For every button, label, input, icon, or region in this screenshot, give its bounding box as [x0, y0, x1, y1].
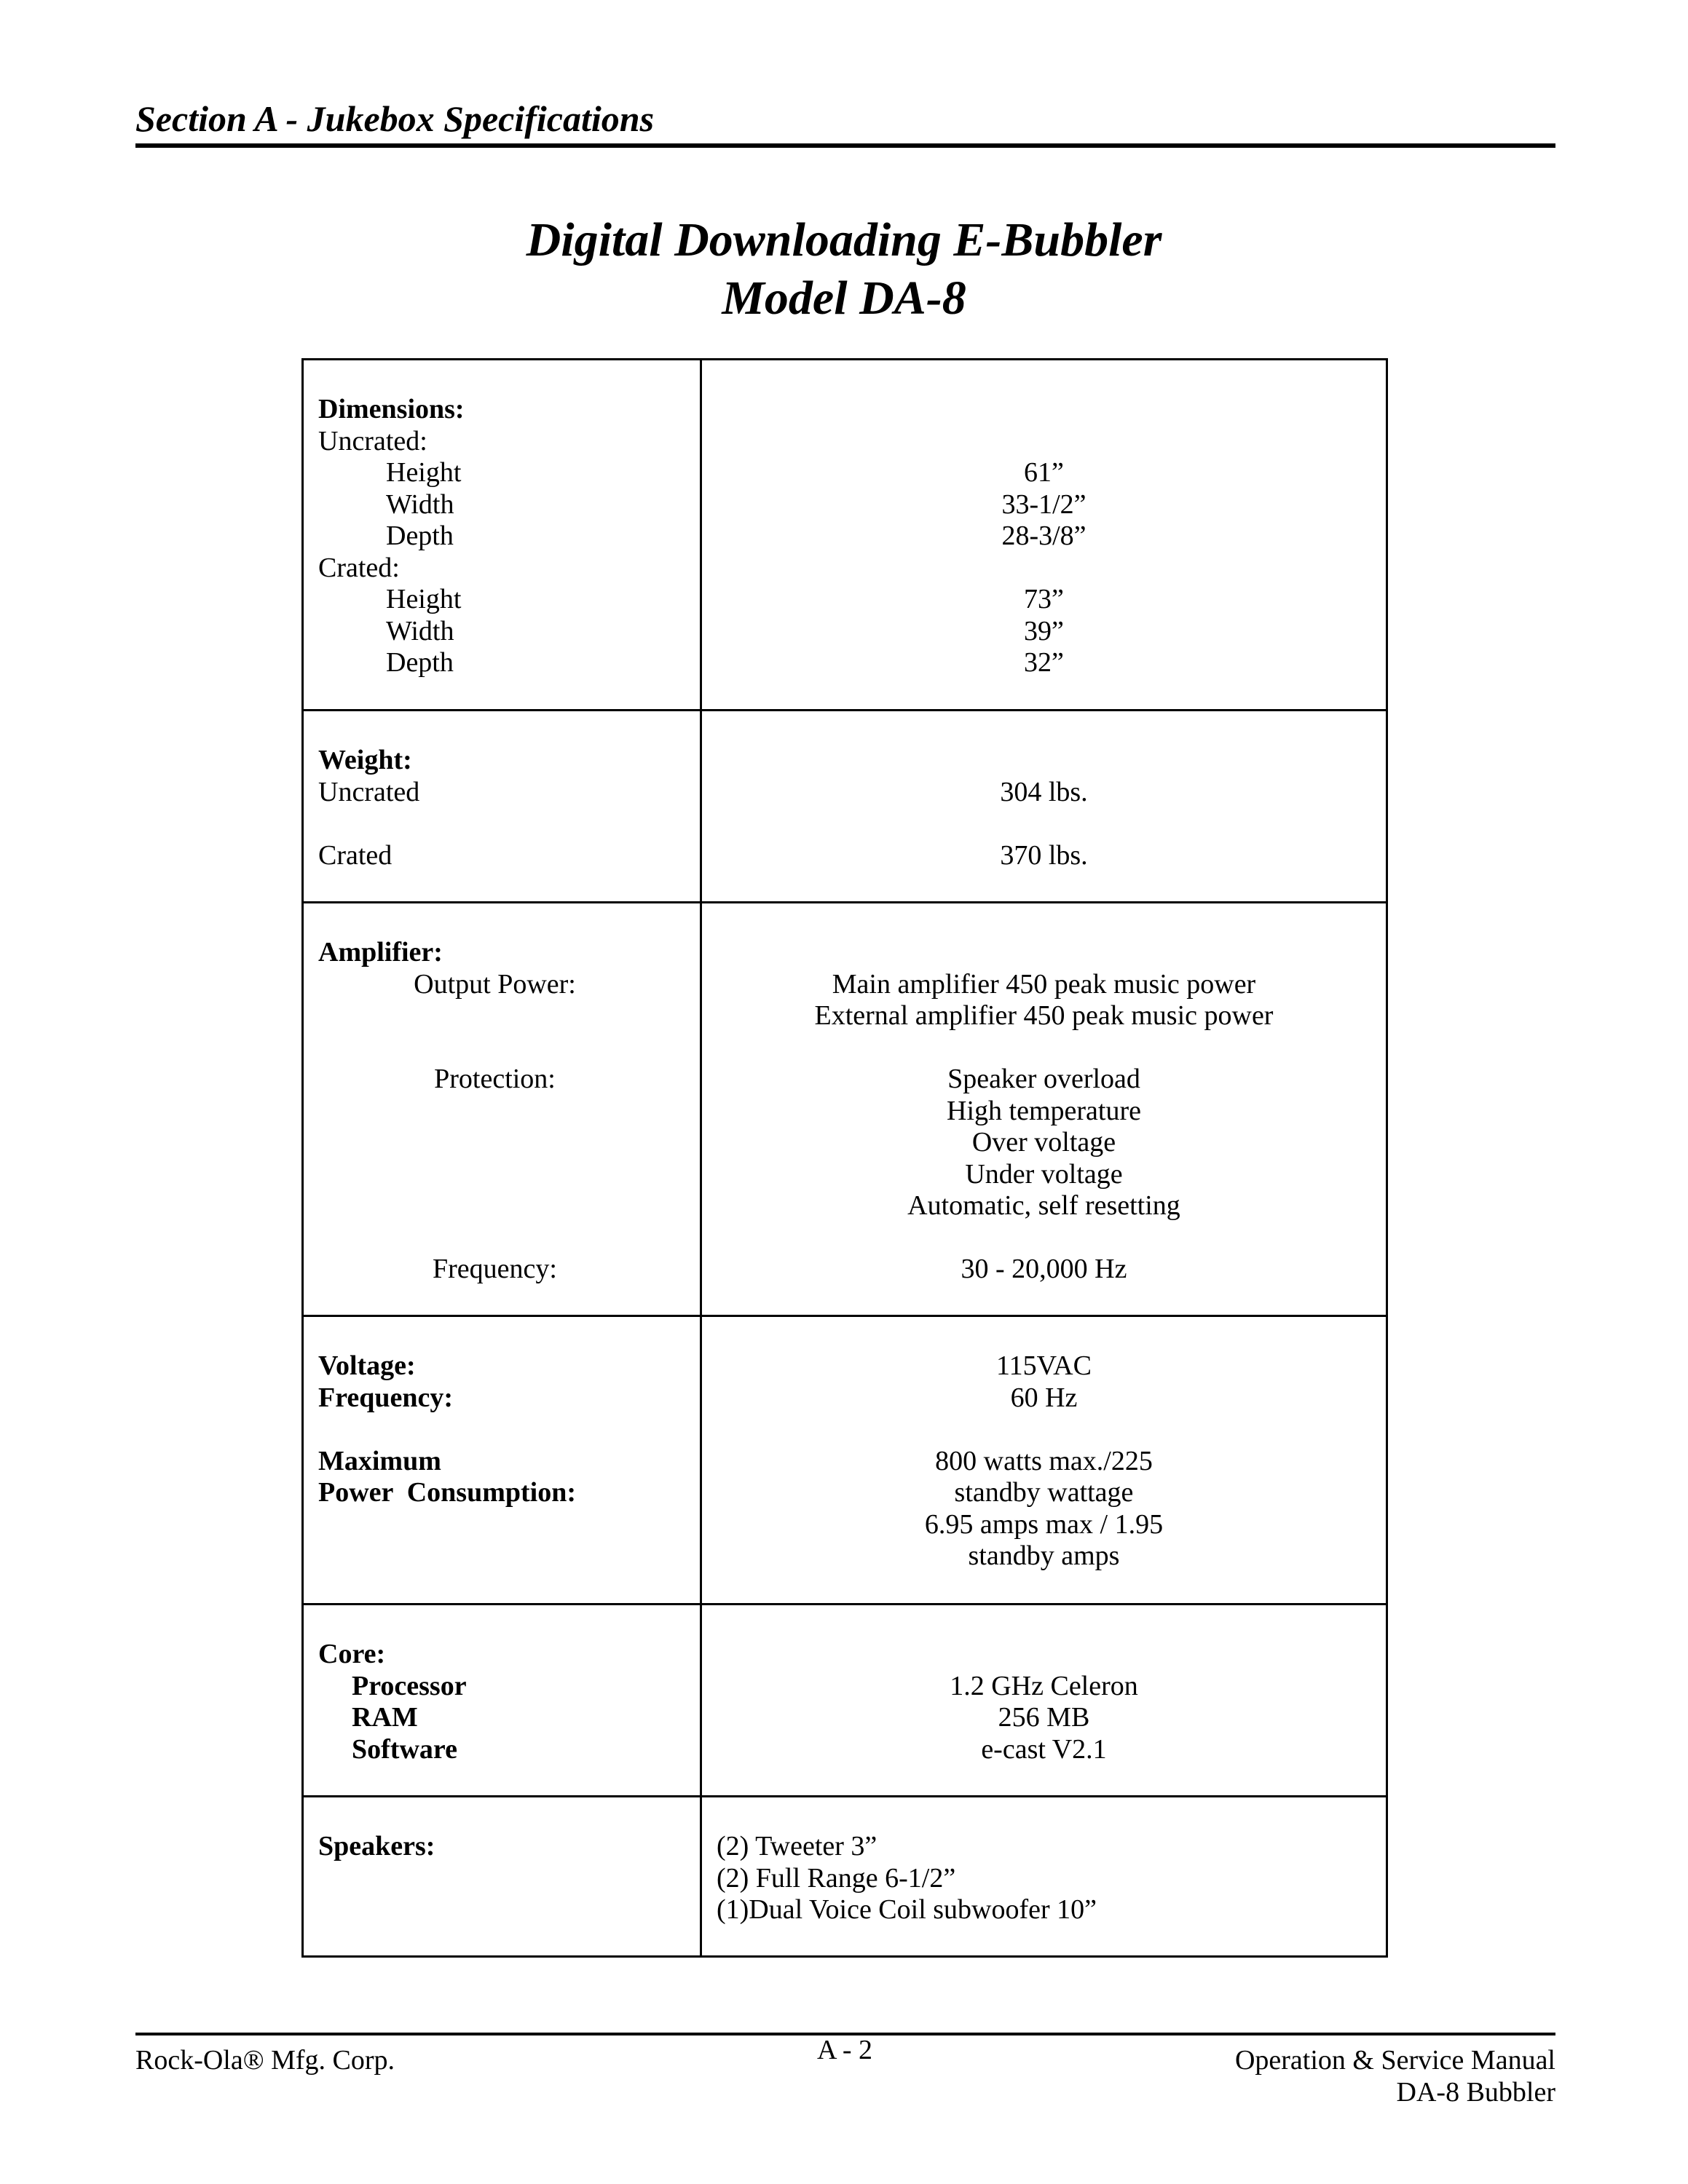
table-row [303, 360, 1387, 711]
protection-label: Protection: [434, 1064, 556, 1094]
footer-company: Rock-Ola® Mfg. Corp. [135, 2045, 395, 2076]
amp-frequency-value: 30 - 20,000 Hz [961, 1254, 1127, 1284]
footer-manual-title: Operation & Service Manual [1234, 2045, 1555, 2076]
output-power-line-2: External amplifier 450 peak music power [814, 1000, 1274, 1031]
page-number: A - 2 [817, 2035, 872, 2065]
crated-width-value: 39” [1024, 615, 1064, 646]
speakers-heading: Speakers: [318, 1831, 435, 1861]
crated-depth-value: 32” [1024, 647, 1064, 678]
weight-label-cell [303, 711, 701, 903]
table-row [303, 1316, 1387, 1605]
amp-frequency-label: Frequency: [433, 1254, 557, 1284]
table-row [303, 1797, 1387, 1957]
core-heading: Core: [318, 1639, 386, 1669]
voltage-label: Voltage: [318, 1350, 416, 1381]
consumption-line: standby amps [968, 1540, 1120, 1571]
ram-value: 256 MB [998, 1702, 1090, 1733]
speakers-value-cell [701, 1797, 1387, 1957]
weight-uncrated-label: Uncrated [318, 776, 420, 807]
consumption-line: 6.95 amps max / 1.95 [924, 1508, 1164, 1540]
processor-label: Processor [352, 1670, 467, 1701]
consumption-line: 800 watts max./225 [935, 1445, 1153, 1476]
crated-width-label: Width [386, 615, 454, 646]
power-label-cell [303, 1316, 701, 1605]
crated-depth-label: Depth [386, 647, 454, 678]
spec-table [301, 358, 1388, 1958]
document-title [0, 211, 1688, 328]
power-frequency-value: 60 Hz [1010, 1382, 1078, 1413]
crated-height-label: Height [386, 584, 462, 614]
core-value-cell [701, 1605, 1387, 1797]
dimensions-value-cell [701, 360, 1387, 711]
consumption-line: standby wattage [954, 1477, 1134, 1508]
weight-crated-value: 370 lbs. [1000, 839, 1088, 871]
uncrated-width-label: Width [386, 488, 454, 520]
title-line-2: Model DA-8 [722, 272, 966, 325]
speakers-label-cell [303, 1797, 701, 1957]
amplifier-label-cell [303, 903, 701, 1316]
table-row [303, 711, 1387, 903]
weight-crated-label: Crated [318, 839, 393, 871]
weight-uncrated-value: 304 lbs. [1000, 776, 1088, 807]
uncrated-width-value: 33-1/2” [1001, 488, 1086, 520]
footer-manual [1235, 2044, 1555, 2108]
uncrated-depth-label: Depth [386, 521, 454, 551]
software-label: Software [352, 1733, 457, 1765]
section-header: Section A - Jukebox Specifications [135, 99, 1555, 148]
processor-value: 1.2 GHz Celeron [950, 1670, 1138, 1701]
power-value-cell [701, 1316, 1387, 1605]
speaker-item: (2) Full Range 6-1/2” [716, 1862, 956, 1894]
protection-item: Over voltage [971, 1127, 1116, 1158]
dimensions-label-cell [303, 360, 701, 711]
crated-height-value: 73” [1024, 584, 1064, 614]
speaker-item: (2) Tweeter 3” [716, 1831, 877, 1861]
amplifier-heading: Amplifier: [318, 937, 443, 968]
weight-heading: Weight: [318, 745, 412, 775]
core-label-cell [303, 1605, 701, 1797]
uncrated-height-value: 61” [1024, 457, 1064, 488]
software-value: e-cast V2.1 [981, 1733, 1107, 1765]
crated-label: Crated: [318, 552, 400, 583]
weight-value-cell [701, 711, 1387, 903]
protection-item: Speaker overload [947, 1064, 1140, 1094]
output-power-line-1: Main amplifier 450 peak music power [832, 968, 1256, 1000]
output-power-label: Output Power: [414, 968, 576, 1000]
protection-item: Under voltage [965, 1158, 1123, 1190]
footer-model: DA-8 Bubbler [1396, 2077, 1555, 2108]
protection-item: Automatic, self resetting [907, 1190, 1180, 1221]
power-frequency-label: Frequency: [318, 1382, 454, 1413]
dimensions-heading: Dimensions: [318, 394, 465, 424]
voltage-value: 115VAC [996, 1350, 1092, 1381]
power-consumption-label: Power Consumption: [318, 1477, 576, 1508]
uncrated-label: Uncrated: [318, 425, 427, 456]
table-row [303, 903, 1387, 1316]
uncrated-height-label: Height [386, 457, 462, 488]
maximum-label: Maximum [318, 1445, 441, 1476]
table-row [303, 1605, 1387, 1797]
title-line-1: Digital Downloading E-Bubbler [526, 213, 1162, 266]
ram-label: RAM [352, 1702, 418, 1733]
protection-item: High temperature [947, 1095, 1141, 1126]
speaker-item: (1)Dual Voice Coil subwoofer 10” [716, 1894, 1097, 1925]
uncrated-depth-value: 28-3/8” [1001, 521, 1086, 551]
amplifier-value-cell [701, 903, 1387, 1316]
